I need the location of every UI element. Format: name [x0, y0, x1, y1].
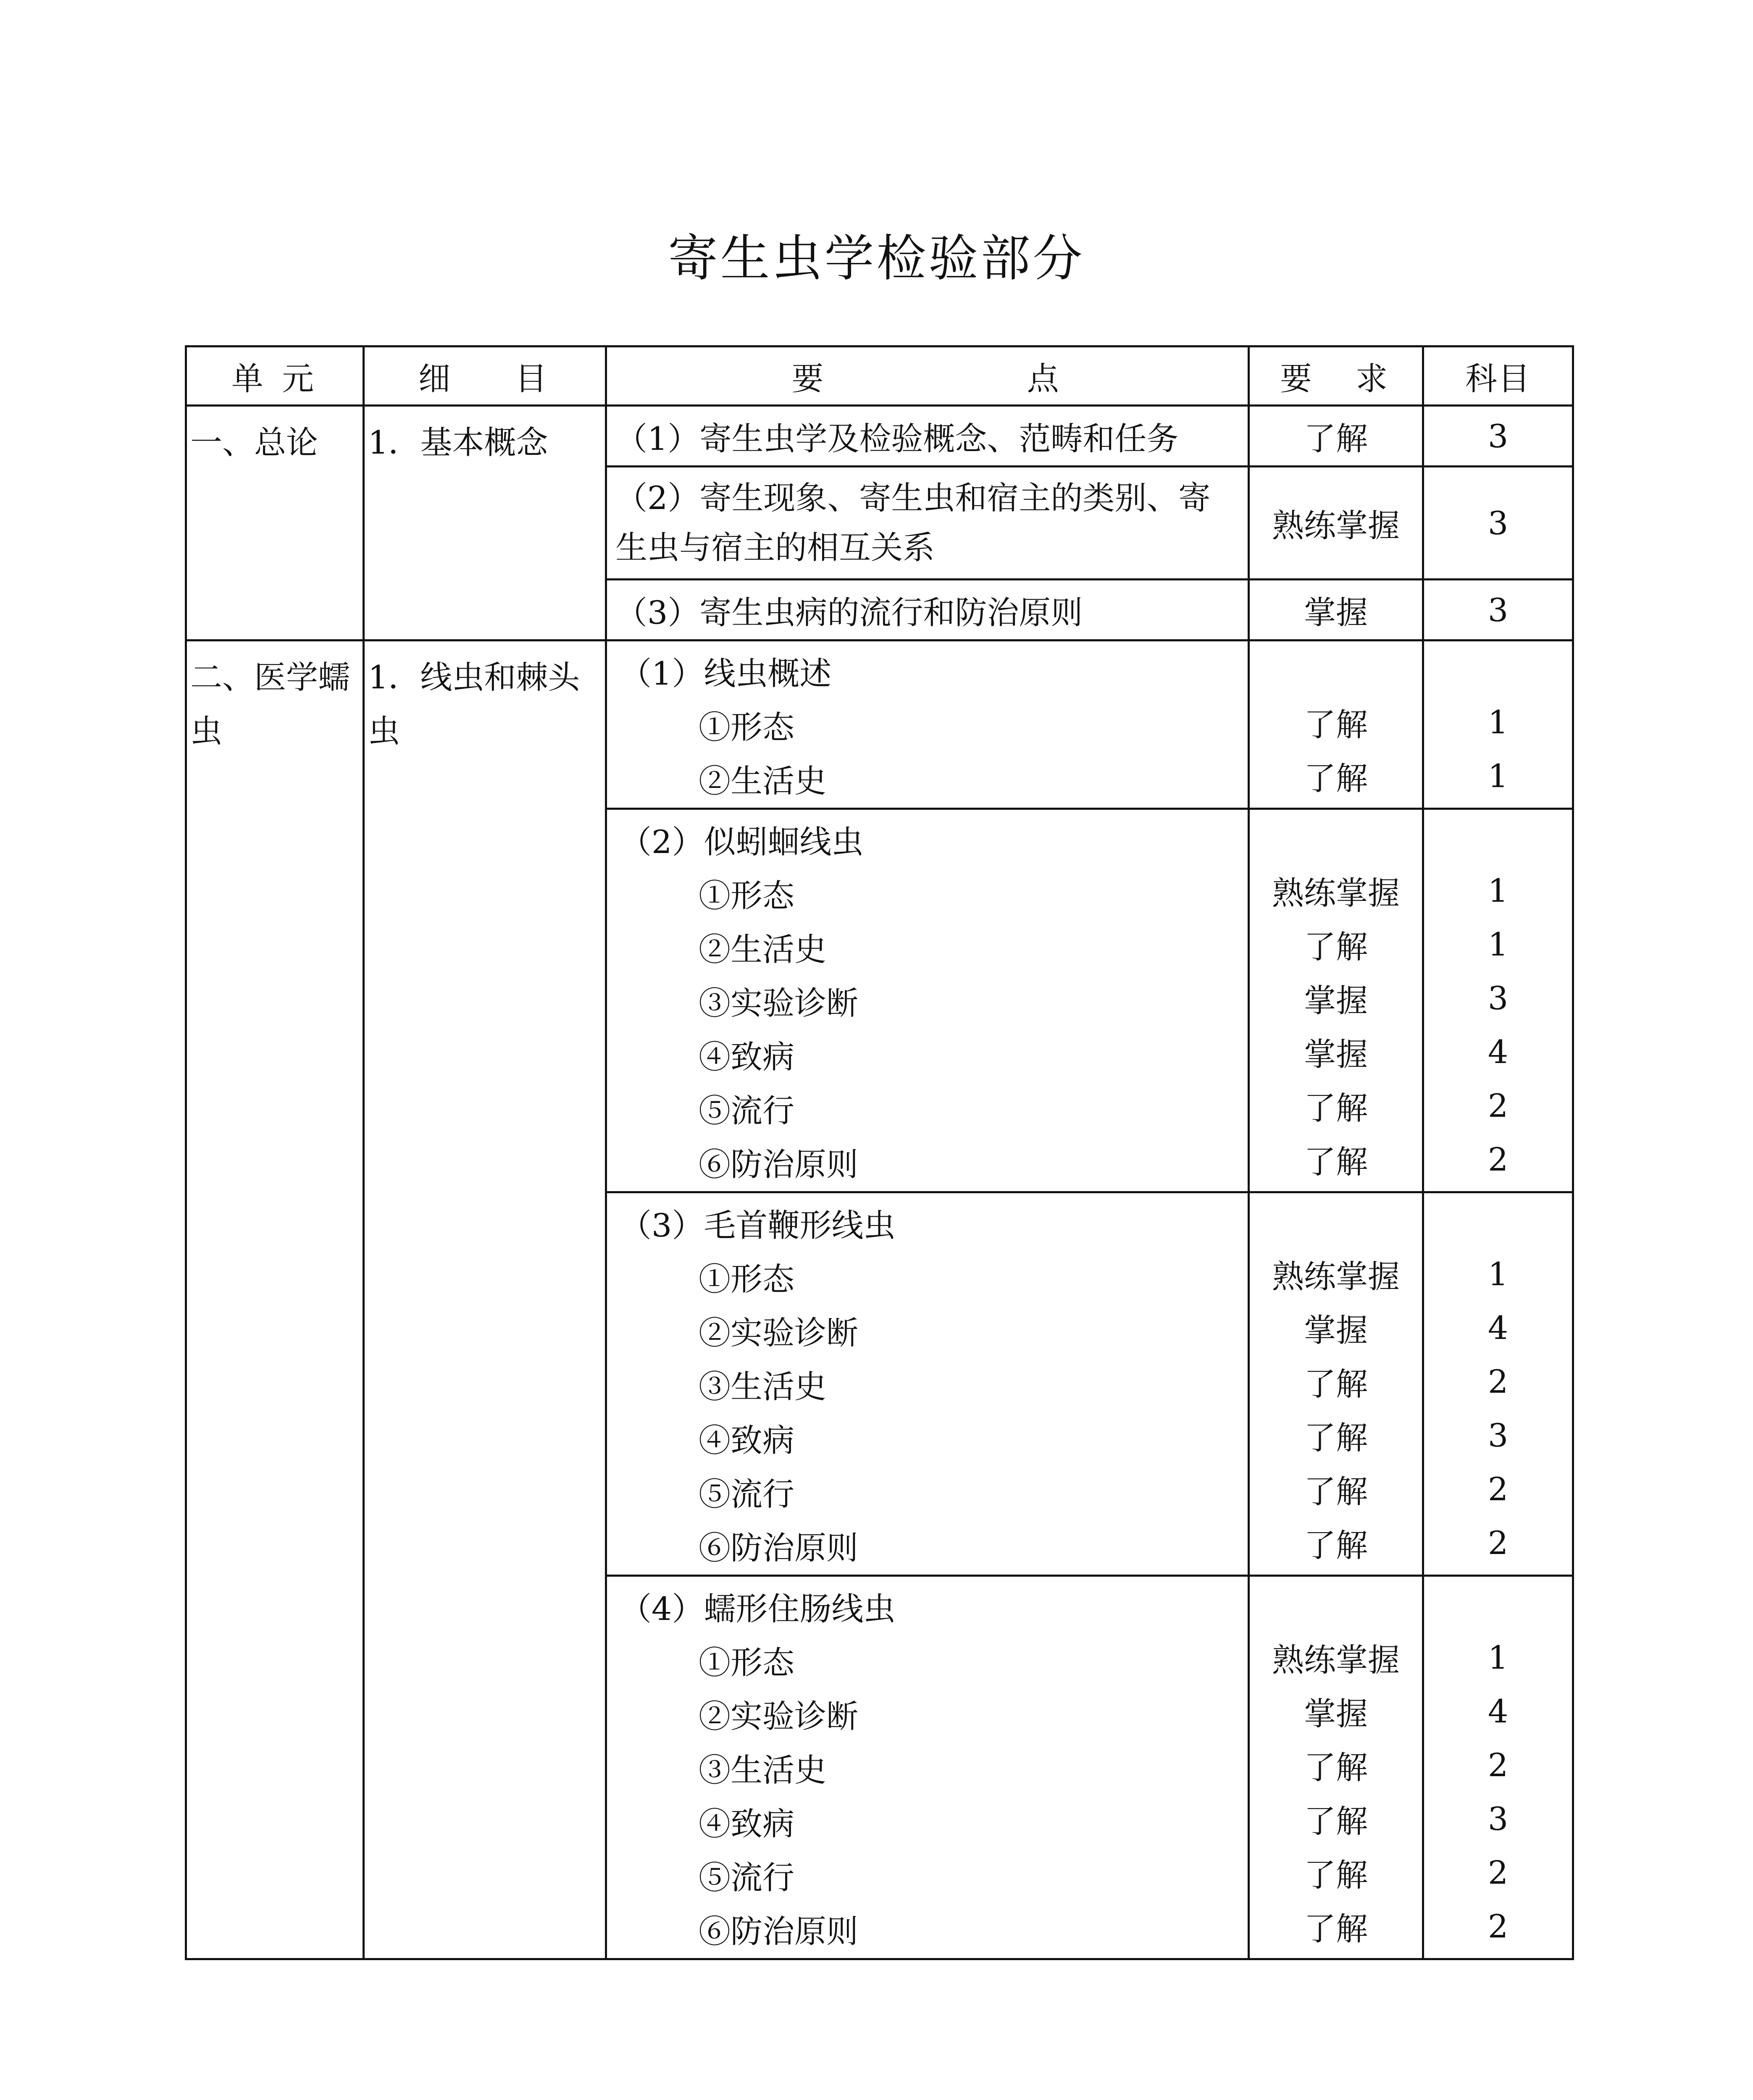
sub-item-text: ④致病 [699, 1805, 794, 1843]
subject-cell [1423, 467, 1573, 580]
unit-cell [186, 406, 364, 640]
requirement-value: 了解 [1304, 420, 1368, 457]
point-cell [606, 467, 1249, 580]
requirement-value: 了解 [1304, 759, 1368, 797]
subject-value: 3 [1488, 504, 1509, 542]
sub-item-text: ③生活史 [699, 1751, 826, 1789]
point-group-cell [606, 640, 1249, 809]
page-title: 寄生虫学检验部分 [668, 229, 1085, 287]
subject-value: 3 [1488, 591, 1509, 629]
point-group-cell [606, 1192, 1249, 1576]
group-heading: （2）似蚓蛔线虫 [620, 823, 864, 861]
sub-item-text: ⑤流行 [699, 1092, 794, 1129]
requirement-group-cell [1249, 1576, 1423, 1959]
detail-cell [364, 406, 606, 640]
sub-item-text: ①形态 [699, 877, 794, 914]
requirement-value: 掌握 [1304, 1311, 1368, 1349]
requirement-value: 熟练掌握 [1272, 874, 1400, 912]
subject-value: 3 [1488, 1800, 1509, 1838]
point-cell [606, 580, 1249, 640]
table-header-row [186, 346, 1573, 406]
requirement-value: 了解 [1304, 1473, 1368, 1510]
unit-label: 二、医学蠕虫 [190, 659, 350, 750]
subject-value: 4 [1488, 1692, 1509, 1730]
subject-value: 3 [1488, 1416, 1509, 1454]
subject-group-cell [1423, 1576, 1573, 1959]
sub-item-text: ④致病 [699, 1038, 794, 1076]
point-text: （1）寄生虫学及检验概念、范畴和任务 [615, 420, 1179, 457]
subject-group-cell [1423, 809, 1573, 1192]
subject-group-cell [1423, 640, 1573, 809]
subject-value: 2 [1488, 1524, 1509, 1562]
detail-label: 1．基本概念 [368, 424, 548, 461]
subject-value: 2 [1488, 1853, 1509, 1891]
subject-value: 3 [1488, 979, 1509, 1017]
unit-label: 一、总论 [190, 424, 318, 461]
requirement-group-cell [1249, 1192, 1423, 1576]
group-heading: （4）蠕形住肠线虫 [620, 1590, 896, 1628]
requirement-cell [1249, 580, 1423, 640]
unit-cell [186, 640, 364, 1959]
subject-value: 3 [1488, 417, 1509, 455]
requirement-value: 了解 [1304, 928, 1368, 966]
header-subject: 科目 [1423, 346, 1573, 406]
sub-item-text: ②生活史 [699, 762, 826, 800]
subject-cell [1423, 580, 1573, 640]
requirement-value: 熟练掌握 [1272, 1257, 1400, 1295]
subject-value: 1 [1488, 872, 1509, 909]
table-row [186, 406, 1573, 467]
header-unit: 单 元 [186, 346, 364, 406]
requirement-cell [1249, 406, 1423, 467]
subject-value: 1 [1488, 703, 1509, 741]
sub-item-text: ②实验诊断 [699, 1314, 858, 1352]
requirement-value: 掌握 [1304, 593, 1368, 631]
requirement-value: 熟练掌握 [1272, 507, 1400, 544]
group-heading: （1）线虫概述 [620, 654, 832, 692]
subject-value: 2 [1488, 1907, 1509, 1945]
subject-value: 1 [1488, 757, 1509, 795]
sub-item-text: ②生活史 [699, 930, 826, 968]
requirement-cell [1249, 467, 1423, 580]
requirement-value: 掌握 [1304, 1035, 1368, 1073]
sub-item-text: ⑤流行 [699, 1858, 794, 1896]
requirement-value: 了解 [1304, 1748, 1368, 1786]
subject-value: 2 [1488, 1470, 1509, 1508]
requirement-value: 了解 [1304, 1089, 1368, 1127]
requirement-group-cell [1249, 809, 1423, 1192]
requirement-value: 了解 [1304, 1856, 1368, 1894]
table-row [186, 640, 1573, 809]
sub-item-text: ⑥防治原则 [699, 1145, 858, 1183]
requirement-group-cell [1249, 640, 1423, 809]
point-text: （3）寄生虫病的流行和防治原则 [615, 593, 1083, 631]
sub-item-text: ②实验诊断 [699, 1697, 858, 1735]
point-group-cell [606, 809, 1249, 1192]
header-points: 要 点 [606, 346, 1249, 406]
point-group-cell [606, 1576, 1249, 1959]
header-detail: 细 目 [364, 346, 606, 406]
requirement-value: 熟练掌握 [1272, 1641, 1400, 1679]
requirement-value: 掌握 [1304, 982, 1368, 1019]
detail-cell [364, 640, 606, 1959]
subject-value: 2 [1488, 1087, 1509, 1124]
point-text: （2）寄生现象、寄生虫和宿主的类别、寄生虫与宿主的相互关系 [615, 479, 1211, 566]
subject-value: 2 [1488, 1140, 1509, 1178]
requirement-value: 了解 [1304, 1526, 1368, 1564]
group-heading: （3）毛首鞭形线虫 [620, 1206, 896, 1244]
sub-item-text: ⑤流行 [699, 1475, 794, 1513]
sub-item-text: ①形态 [699, 708, 794, 746]
requirement-value: 了解 [1304, 1419, 1368, 1457]
sub-item-text: ③实验诊断 [699, 984, 858, 1022]
syllabus-table [185, 345, 1574, 1960]
requirement-value: 了解 [1304, 1910, 1368, 1948]
sub-item-text: ③生活史 [699, 1368, 826, 1405]
subject-cell [1423, 406, 1573, 467]
sub-item-text: ①形态 [699, 1260, 794, 1298]
header-requirement: 要 求 [1249, 346, 1423, 406]
subject-value: 4 [1488, 1033, 1509, 1071]
requirement-value: 掌握 [1304, 1695, 1368, 1732]
requirement-value: 了解 [1304, 1143, 1368, 1181]
subject-group-cell [1423, 1192, 1573, 1576]
requirement-value: 了解 [1304, 1802, 1368, 1840]
subject-value: 2 [1488, 1362, 1509, 1400]
sub-item-text: ⑥防治原则 [699, 1529, 858, 1567]
subject-value: 1 [1488, 925, 1509, 963]
sub-item-text: ④致病 [699, 1421, 794, 1459]
sub-item-text: ①形态 [699, 1643, 794, 1681]
subject-value: 1 [1488, 1255, 1509, 1293]
subject-value: 4 [1488, 1309, 1509, 1347]
requirement-value: 了解 [1304, 706, 1368, 743]
detail-label: 1．线虫和棘头虫 [368, 659, 580, 750]
sub-item-text: ⑥防治原则 [699, 1912, 858, 1950]
subject-value: 1 [1488, 1638, 1509, 1676]
point-cell [606, 406, 1249, 467]
requirement-value: 了解 [1304, 1365, 1368, 1403]
subject-value: 2 [1488, 1746, 1509, 1784]
